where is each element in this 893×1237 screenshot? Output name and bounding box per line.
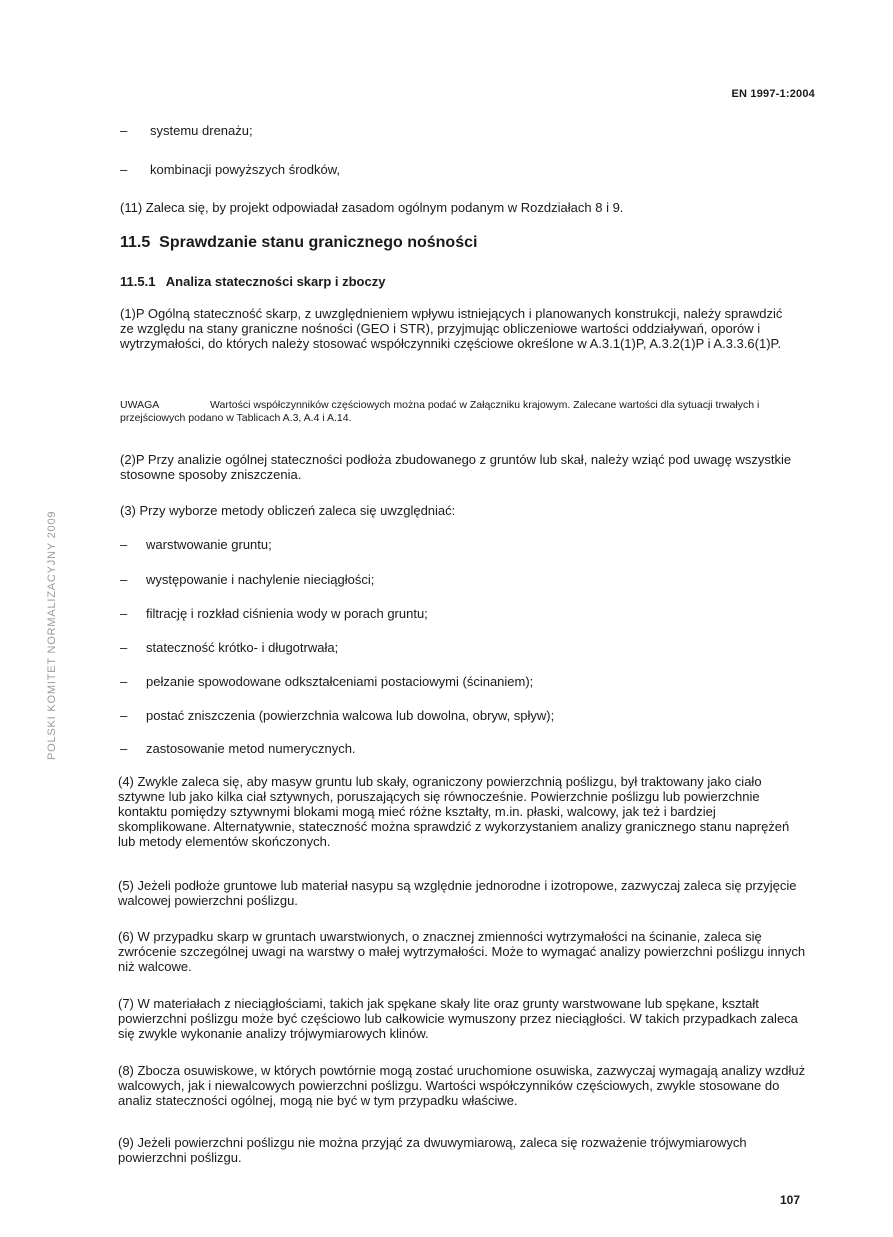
list-dash: – [120, 741, 128, 756]
paragraph-4: (4) Zwykle zaleca się, aby masyw gruntu lub skały, ograniczony powierzchnią poślizgu, był traktowany jako ciało sztywne lub jako kilka ciał sztywnych, poruszających się równocześnie. Powierzchnie poślizgu lub powierzchnie kontaktu pomiędzy sztywnymi blokami mogą mieć różne kształty, m.in. płaski, walcowy, jak też i bardziej skomplikowane. Alternatywnie, stateczność można sprawdzić z wykorzystaniem analizy granicznego stanu naprężeń lub metody elementów skończonych. [118, 774, 790, 849]
list-item: kombinacji powyższych środków, [150, 162, 341, 177]
list-item: stateczność krótko- i długotrwała; [146, 640, 339, 655]
list-item: zastosowanie metod numerycznych. [146, 741, 356, 756]
list-dash: – [120, 708, 128, 723]
paragraph-7: (7) W materiałach z nieciągłościami, takich jak spękane skały lite oraz grunty warstwowane lub spękane, kształt powierzchni poślizgu może być częściowo lub całkowicie wymuszony przez nieciągłości. W takich przypadkach zaleca się zwykle wykonanie analizy trójwymiarowych klinów. [118, 996, 798, 1041]
paragraph-8: (8) Zbocza osuwiskowe, w których powtórnie mogą zostać uruchomione osuwiska, zazwyczaj wymagają analizy wzdłuż walcowych, jak i niewalcowych powierzchni poślizgu. Wartości współczynników częściowych, zwykle stosowane do analiz stateczności ogólnej, mogą nie być w tym przypadku właściwe. [118, 1063, 806, 1108]
list-item: postać zniszczenia (powierzchnia walcowa lub dowolna, obryw, spływ); [146, 708, 555, 723]
list-item: warstwowanie gruntu; [146, 537, 272, 552]
list-dash: – [120, 640, 128, 655]
list-dash: – [120, 537, 128, 552]
page-number: 107 [780, 1193, 801, 1207]
note-block [120, 399, 800, 425]
subsection-heading [120, 274, 385, 289]
list-dash: – [120, 162, 128, 177]
paragraph-3: (3) Przy wyborze metody obliczeń zaleca się uwzględniać: [120, 503, 456, 518]
list-dash: – [120, 123, 128, 138]
list-item: systemu drenażu; [150, 123, 253, 138]
section-number: 11.5 [120, 234, 151, 251]
paragraph-5: (5) Jeżeli podłoże gruntowe lub materiał nasypu są względnie jednorodne i izotropowe, zazwyczaj zaleca się przyjęcie walcowej powierzchni poślizgu. [118, 878, 797, 908]
paragraph-1P: (1)P Ogólną stateczność skarp, z uwzględnieniem wpływu istniejących i planowanych konstrukcji, należy sprawdzić ze względu na stany graniczne nośności (GEO i STR), przyjmując obliczeniowe wartości oddziaływań, oporów i wytrzymałości, do których należy stosować współczynniki częściowe określone w A.3.1(1)P, A.3.2(1)P i A.3.3.6(1)P. [120, 306, 783, 351]
list-dash: – [120, 606, 128, 621]
subsection-number: 11.5.1 [120, 274, 156, 289]
note-label: UWAGA [120, 399, 160, 411]
note-text: Wartości współczynników częściowych można podać w Załączniku krajowym. Zalecane wartości dla sytuacji trwałych i przejściowych podano w Tablicach A.3, A.4 i A.14. [120, 399, 760, 424]
side-watermark: POLSKI KOMITET NORMALIZACYJNY 2009 [46, 510, 58, 760]
paragraph-2P: (2)P Przy analizie ogólnej stateczności podłoża zbudowanego z gruntów lub skał, należy wziąć pod uwagę wszystkie stosowne sposoby zniszczenia. [120, 452, 792, 482]
list-dash: – [120, 572, 128, 587]
document-standard-header: EN 1997-1:2004 [731, 88, 815, 100]
subsection-title: Analiza stateczności skarp i zboczy [165, 274, 386, 289]
paragraph-6: (6) W przypadku skarp w gruntach uwarstwionych, o znacznej zmienności wytrzymałości na ścinanie, zaleca się zwrócenie szczególnej uwagi na warstwy o małej wytrzymałości. Może to wymagać analizy powierzchni poślizgu innych niż walcowe. [118, 929, 806, 974]
list-dash: – [120, 674, 128, 689]
paragraph-11: (11) Zaleca się, by projekt odpowiadał zasadom ogólnym podanym w Rozdziałach 8 i 9. [120, 200, 624, 215]
list-item: filtrację i rozkład ciśnienia wody w porach gruntu; [146, 606, 428, 621]
list-item: występowanie i nachylenie nieciągłości; [146, 572, 375, 587]
section-title: Sprawdzanie stanu granicznego nośności [159, 234, 478, 251]
section-heading [120, 234, 477, 252]
list-item: pełzanie spowodowane odkształceniami postaciowymi (ścinaniem); [146, 674, 534, 689]
paragraph-9: (9) Jeżeli powierzchni poślizgu nie można przyjąć za dwuwymiarową, zaleca się rozważenie trójwymiarowych powierzchni poślizgu. [118, 1135, 747, 1165]
